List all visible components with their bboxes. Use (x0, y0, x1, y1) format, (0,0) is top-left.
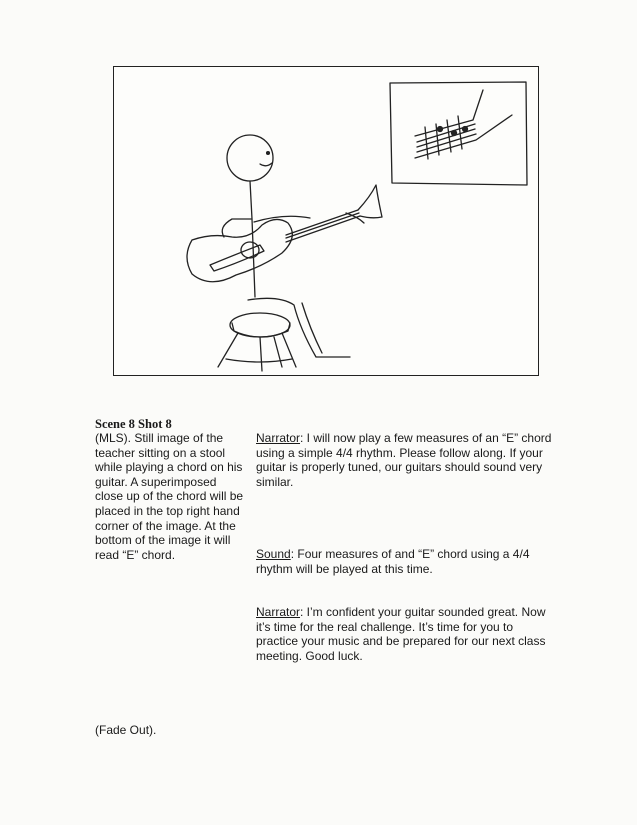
chord-closeup-inset (390, 82, 527, 185)
stool (218, 313, 296, 371)
narration-text: : I’m confident your guitar sounded great. Now it’s time for the real challenge. It’s time for you to practice your music and be prepared for our next class meeting. Good luck. (256, 605, 546, 663)
speaker-label: Narrator (256, 431, 301, 445)
narration-text: : Four measures of and “E” chord using a 4/4 rhythm will be played at this time. (256, 547, 530, 576)
speaker-label: Narrator (256, 605, 301, 619)
guitar (187, 185, 382, 282)
storyboard-sketch (114, 67, 540, 377)
narration-block-3 (256, 605, 556, 663)
teacher-figure (222, 135, 350, 357)
narration-block-1 (256, 431, 556, 489)
scene-heading: Scene 8 Shot 8 (95, 417, 172, 431)
speaker-label: Sound (256, 547, 291, 561)
narration-block-2 (256, 547, 556, 576)
narration-text: : I will now play a few measures of an “E” chord using a simple 4/4 rhythm. Please follow along. If your guitar is properly tuned, our guitars should sound very similar. (256, 431, 552, 489)
shot-description: (MLS). Still image of the teacher sitting on a stool while playing a chord on his guitar. A superimposed close up of the chord will be placed in the top right hand corner of the image. At the bottom of the image it will read “E” chord. (95, 431, 244, 562)
storyboard-frame (113, 66, 539, 376)
closing-direction: (Fade Out). (95, 723, 157, 737)
